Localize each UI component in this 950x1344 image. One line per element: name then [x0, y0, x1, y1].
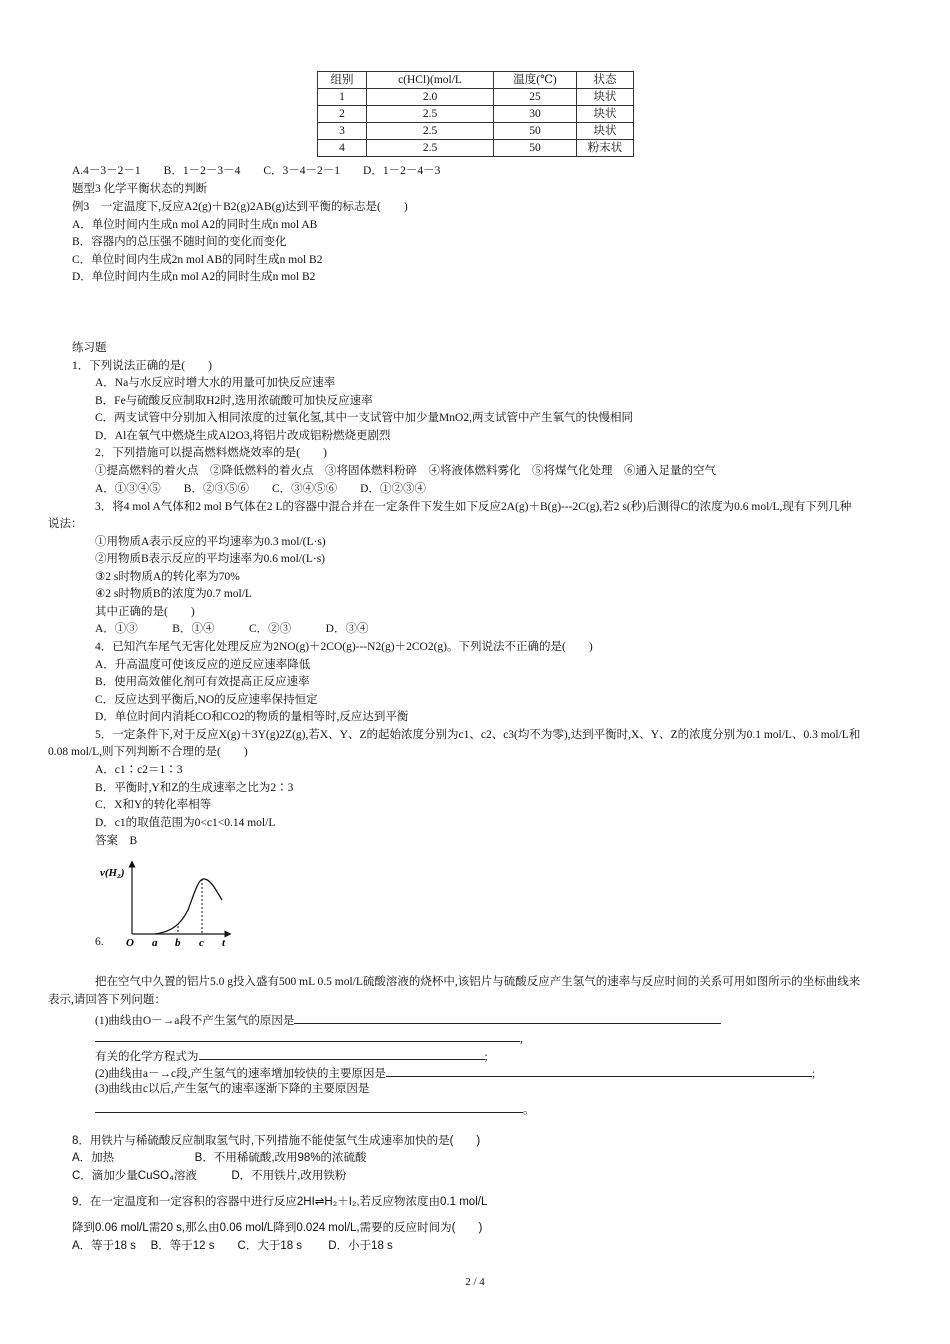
example3-option-c: C．单位时间内生成2n mol AB的同时生成n mol B2 — [72, 254, 323, 266]
q2-stem: 2．下列措施可以提高燃料燃烧效率的是( ) — [95, 447, 327, 459]
q1-option-b: B．Fe与硫酸反应制取H2时,选用浓硫酸可加快反应速率 — [95, 395, 373, 407]
q5-option-a: A．c1∶c2＝1∶3 — [95, 764, 183, 776]
q1-option-d: D．Al在氧气中燃烧生成Al2O3,将铝片改成铝粉燃烧更剧烈 — [95, 430, 391, 442]
table-cell: 50 — [494, 140, 577, 157]
page-number: 2 / 4 — [465, 1276, 485, 1288]
q3-stem-line1: 3．将4 mol A气体和2 mol B气体在2 L的容器中混合并在一定条件下发生如下反应2A(g)＋B(g)---2C(g),若2 s(秒)后测得C的浓度为0.6 mol/L,现有下列几种 — [95, 501, 852, 513]
q2-items: ①提高燃料的着火点 ②降低燃料的着火点 ③将固体燃料粉碎 ④将液体燃料雾化 ⑤将煤气化处理 ⑥通入足量的空气 — [95, 465, 716, 477]
graph-tick-b: b — [175, 937, 181, 949]
graph-origin-label: O — [126, 937, 134, 949]
q9-stem-line1: 9．在一定温度和一定容积的容器中进行反应2HI⇌H₂＋I₂,若反应物浓度由0.1 mol/L — [72, 1196, 488, 1208]
graph-tick-t: t — [222, 937, 226, 949]
q6-equation-text: 有关的化学方程式为 — [95, 1051, 199, 1063]
q8-options-ab: A．加热 B．不用稀硫酸,改用98%的浓硫酸 — [72, 1152, 367, 1164]
q6-part2-end: ; — [812, 1068, 816, 1080]
example3-option-a: A．单位时间内生成n mol A2的同时生成n mol AB — [72, 219, 318, 231]
table-row — [318, 140, 634, 157]
table-header-cell: 组别 — [318, 72, 367, 89]
graph-tick-a: a — [152, 937, 158, 949]
q9-options: A．等于18 s B．等于12 s C．大于18 s D．小于18 s — [72, 1240, 393, 1252]
q1-stem: 1．下列说法正确的是( ) — [72, 360, 212, 372]
table-cell: 30 — [494, 106, 577, 123]
q6-part2 — [95, 1064, 815, 1081]
experiment-table — [317, 71, 634, 157]
q6-part1-cont — [95, 1029, 523, 1046]
q6-equation-blank[interactable] — [199, 1047, 485, 1060]
practice-title: 练习题 — [72, 342, 107, 354]
q6-part1-blank-2[interactable] — [95, 1029, 520, 1042]
table-cell: 25 — [494, 89, 577, 106]
example3-option-b: B．容器内的总压强不随时间的变化而变化 — [72, 236, 287, 248]
table-row — [318, 123, 634, 140]
q4-option-a: A．升高温度可使该反应的逆反应速率降低 — [95, 659, 311, 671]
graph-y-label: v(H₂) — [100, 867, 125, 879]
q6-part3-cont — [95, 1100, 535, 1117]
q6-part3-end: 。 — [523, 1104, 535, 1116]
table-cell: 2.5 — [367, 106, 494, 123]
q5-stem-line1: 5．一定条件下,对于反应X(g)＋3Y(g)2Z(g),若X、Y、Z的起始浓度分别为c1、c2、c3(均不为零),达到平衡时,X、Y、Z的浓度分别为0.1 mol/L、0.3 mol/L和 — [95, 729, 861, 741]
q6-part1-end: , — [520, 1033, 523, 1045]
table-cell: 块状 — [577, 89, 634, 106]
q3-statement-2: ②用物质B表示反应的平均速率为0.6 mol/(L·s) — [95, 553, 325, 565]
q4-option-d: D．单位时间内消耗CO和CO2的物质的量相等时,反应达到平衡 — [95, 711, 409, 723]
q3-options: A．①③ B．①④ C．②③ D．③④ — [95, 623, 369, 635]
table-cell: 块状 — [577, 123, 634, 140]
example3-option-d: D．单位时间内生成n mol A2的同时生成n mol B2 — [72, 271, 316, 283]
table-row — [318, 106, 634, 123]
table-cell: 1 — [318, 89, 367, 106]
q6-rate-graph — [100, 856, 240, 952]
q6-stem-line2: 表示,请回答下列问题： — [48, 994, 166, 1006]
q6-part2-blank[interactable] — [386, 1064, 812, 1077]
q6-equation — [95, 1047, 488, 1064]
q3-stem-line2: 说法： — [48, 518, 83, 530]
table-header-row — [318, 72, 634, 89]
table-cell: 2 — [318, 106, 367, 123]
q5-option-d: D．c1的取值范围为0<c1<0.14 mol/L — [95, 817, 276, 829]
section-title-type3: 题型3 化学平衡状态的判断 — [72, 183, 208, 195]
table-cell: 4 — [318, 140, 367, 157]
q1-option-a: A．Na与水反应时增大水的用量可加快反应速率 — [95, 377, 336, 389]
table-header-cell: 温度(℃) — [494, 72, 577, 89]
table-cell: 3 — [318, 123, 367, 140]
table-header-cell: 状态 — [577, 72, 634, 89]
q2-options: A．①③④⑤ B．②③⑤⑥ C．③④⑤⑥ D．①②③④ — [95, 483, 426, 495]
q3-statement-1: ①用物质A表示反应的平均速率为0.3 mol/(L·s) — [95, 536, 326, 548]
q6-equation-end: ; — [484, 1051, 488, 1063]
q5-stem-line2: 0.08 mol/L,则下列判断不合理的是( ) — [48, 746, 248, 758]
q6-part2-text: (2)曲线由a－→c段,产生氢气的速率增加较快的主要原因是 — [95, 1068, 386, 1080]
table-cell: 块状 — [577, 106, 634, 123]
q6-part1-text: (1)曲线由O－→a段不产生氢气的原因是 — [95, 1015, 295, 1027]
graph-rate-curve — [155, 879, 222, 934]
q3-ask: 其中正确的是( ) — [95, 606, 195, 618]
q5-option-b: B．平衡时,Y和Z的生成速率之比为2∶3 — [95, 782, 294, 794]
table-cell: 2.5 — [367, 123, 494, 140]
q6-number: 6. — [95, 936, 104, 948]
table-row — [318, 89, 634, 106]
table-cell: 粉末状 — [577, 140, 634, 157]
example3-stem: 例3 一定温度下,反应A2(g)＋B2(g)2AB(g)达到平衡的标志是( ) — [72, 201, 408, 213]
table-cell: 2.0 — [367, 89, 494, 106]
q3-statement-3: ③2 s时物质A的转化率为70% — [95, 571, 240, 583]
graph-tick-c: c — [199, 937, 204, 949]
q5-answer: 答案 B — [95, 835, 138, 847]
q4-option-c: C．反应达到平衡后,NO的反应速率保持恒定 — [95, 694, 318, 706]
q8-options-cd: C．滴加少量CuSO₄溶液 D．不用铁片,改用铁粉 — [72, 1170, 347, 1182]
q4-option-b: B．使用高效催化剂可有效提高正反应速率 — [95, 676, 310, 688]
q6-part1 — [95, 1011, 721, 1028]
q1-option-c: C．两支试管中分别加入相同浓度的过氧化氢,其中一支试管中加少量MnO2,两支试管中产生氧气的快慢相同 — [95, 412, 633, 424]
q6-part1-blank[interactable] — [294, 1011, 721, 1024]
q6-part3-blank[interactable] — [95, 1100, 523, 1113]
prev-question-options: A.4－3－2－1 B．1－2－3－4 C．3－4－2－1 D．1－2－4－3 — [72, 165, 441, 177]
q5-option-c: C．X和Y的转化率相等 — [95, 799, 212, 811]
q8-stem: 8．用铁片与稀硫酸反应制取氢气时,下列措施不能使氢气生成速率加快的是( ) — [72, 1135, 481, 1147]
q6-part3: (3)曲线由c以后,产生氢气的速率逐渐下降的主要原因是 — [95, 1083, 370, 1095]
q4-stem: 4．已知汽车尾气无害化处理反应为2NO(g)＋2CO(g)---N2(g)＋2CO2(g)。下列说法不正确的是( ) — [95, 641, 593, 653]
table-header-cell: c(HCl)(mol/L — [367, 72, 494, 89]
q3-statement-4: ④2 s时物质B的浓度为0.7 mol/L — [95, 588, 252, 600]
table-cell: 2.5 — [367, 140, 494, 157]
q6-stem-line1: 把在空气中久置的铝片5.0 g投入盛有500 mL 0.5 mol/L硫酸溶液的烧杯中,该铝片与硫酸反应产生氢气的速率与反应时间的关系可用如图所示的坐标曲线来 — [95, 976, 861, 988]
table-cell: 50 — [494, 123, 577, 140]
q9-stem-line2: 降到0.06 mol/L需20 s,那么由0.06 mol/L降到0.024 mol/L,需要的反应时间为( ) — [72, 1222, 483, 1234]
